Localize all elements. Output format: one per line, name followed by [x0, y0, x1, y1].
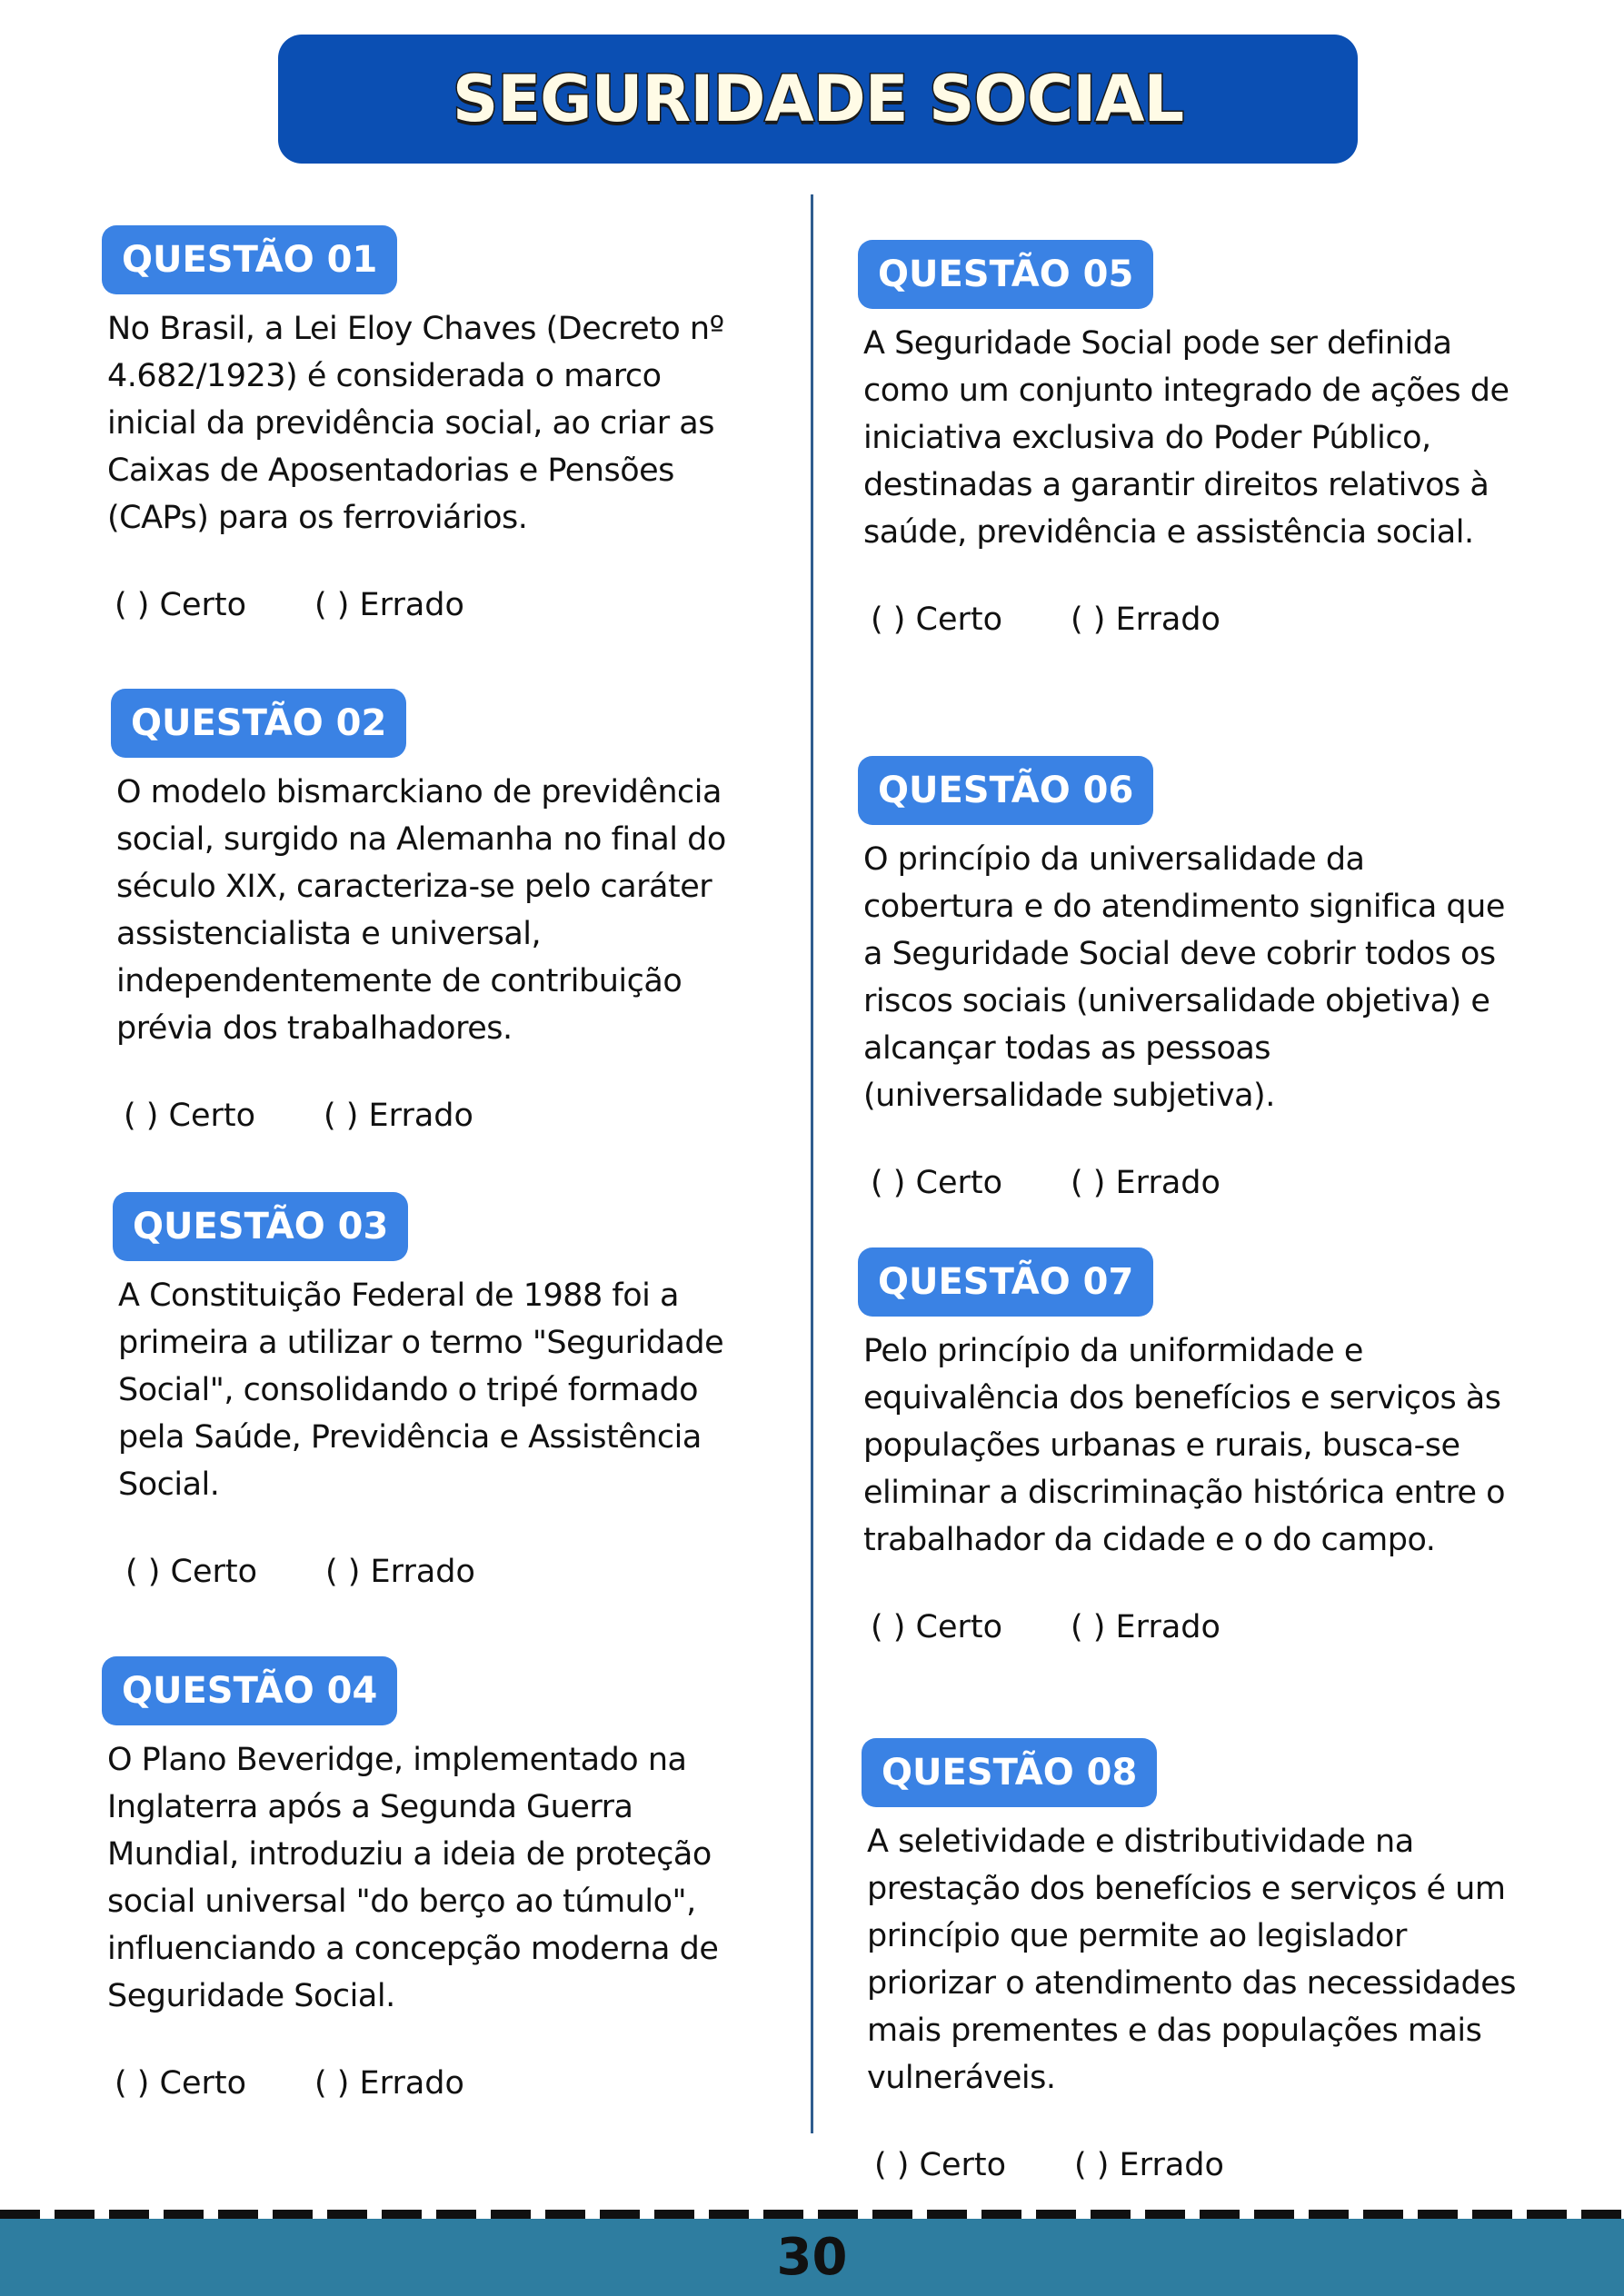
question-02 [111, 689, 765, 1139]
option-certo[interactable]: ( ) Certo [871, 601, 1003, 638]
footer-dashed-line [0, 2210, 1624, 2219]
question-07 [858, 1247, 1512, 1651]
option-errado[interactable]: ( ) Errado [314, 587, 464, 623]
question-text: A Seguridade Social pode ser definida como um conjunto integrado de ações de iniciativa exclusiva do Poder Público, destinadas a garantir direitos relativos à saúde, previdência e assistência social. [863, 325, 1509, 551]
option-errado[interactable]: ( ) Errado [1071, 1165, 1220, 1201]
question-text: No Brasil, a Lei Eloy Chaves (Decreto nº 4.682/1923) é considerada o marco inicial da previdência social, ao criar as Caixas de Aposentadorias e Pensões (CAPs) para os ferroviários. [107, 311, 724, 536]
question-01 [102, 225, 756, 629]
option-certo[interactable]: ( ) Certo [874, 2147, 1007, 2183]
answer-options [871, 596, 1512, 643]
page-title: SEGURIDADE SOCIAL [452, 62, 1184, 136]
question-label: QUESTÃO 01 [102, 225, 397, 294]
answer-options [871, 1604, 1512, 1651]
question-text: O modelo bismarckiano de previdência social, surgido na Alemanha no final do século XIX, caracteriza-se pelo caráter assistencialista e universal, independentemente de contribuição prévia dos trabalhadores. [116, 774, 726, 1047]
answer-options [871, 1159, 1512, 1207]
question-label: QUESTÃO 08 [862, 1738, 1157, 1807]
question-label: QUESTÃO 03 [113, 1192, 408, 1261]
question-label: QUESTÃO 06 [858, 756, 1153, 825]
answer-options [874, 2142, 1516, 2189]
answer-options [125, 1548, 767, 1595]
answer-options [115, 2060, 756, 2107]
answer-options [115, 581, 756, 629]
option-certo[interactable]: ( ) Certo [124, 1098, 256, 1134]
option-errado[interactable]: ( ) Errado [324, 1098, 473, 1134]
option-errado[interactable]: ( ) Errado [1071, 1609, 1220, 1645]
answer-options [124, 1092, 765, 1139]
question-08 [862, 1738, 1516, 2189]
question-label: QUESTÃO 02 [111, 689, 406, 758]
footer-bar [0, 2219, 1624, 2296]
title-banner [278, 35, 1358, 164]
question-03 [113, 1192, 767, 1595]
question-text: A seletividade e distributividade na prestação dos benefícios e serviços é um princípio que permite ao legislador priorizar o atendimento das necessidades mais prementes e das populações mais vulneráveis. [867, 1824, 1516, 2096]
column-divider [811, 194, 813, 2133]
page-number: 30 [776, 2228, 848, 2287]
question-05 [858, 240, 1512, 643]
question-text: Pelo princípio da uniformidade e equivalência dos benefícios e serviços às populações urbanas e rurais, busca-se eliminar a discriminação histórica entre o trabalhador da cidade e o do campo. [863, 1333, 1506, 1558]
question-text: O princípio da universalidade da cobertura e do atendimento significa que a Seguridade Social deve cobrir todos os riscos sociais (universalidade objetiva) e alcançar todas as pessoas (universalidade subjetiva). [863, 841, 1505, 1114]
question-text: O Plano Beveridge, implementado na Inglaterra após a Segunda Guerra Mundial, introduziu a ideia de proteção social universal "do berço ao túmulo", influenciando a concepção moderna de Seguridade Social. [107, 1742, 719, 2014]
question-label: QUESTÃO 04 [102, 1656, 397, 1725]
question-label: QUESTÃO 05 [858, 240, 1153, 309]
option-certo[interactable]: ( ) Certo [115, 587, 247, 623]
option-certo[interactable]: ( ) Certo [871, 1609, 1003, 1645]
option-certo[interactable]: ( ) Certo [125, 1554, 258, 1590]
option-errado[interactable]: ( ) Errado [1074, 2147, 1224, 2183]
option-errado[interactable]: ( ) Errado [325, 1554, 475, 1590]
option-errado[interactable]: ( ) Errado [314, 2065, 464, 2102]
question-06 [858, 756, 1512, 1207]
option-certo[interactable]: ( ) Certo [115, 2065, 247, 2102]
option-errado[interactable]: ( ) Errado [1071, 601, 1220, 638]
question-label: QUESTÃO 07 [858, 1247, 1153, 1317]
question-text: A Constituição Federal de 1988 foi a primeira a utilizar o termo "Seguridade Social", consolidando o tripé formado pela Saúde, Previdência e Assistência Social. [118, 1277, 724, 1503]
question-04 [102, 1656, 756, 2107]
option-certo[interactable]: ( ) Certo [871, 1165, 1003, 1201]
